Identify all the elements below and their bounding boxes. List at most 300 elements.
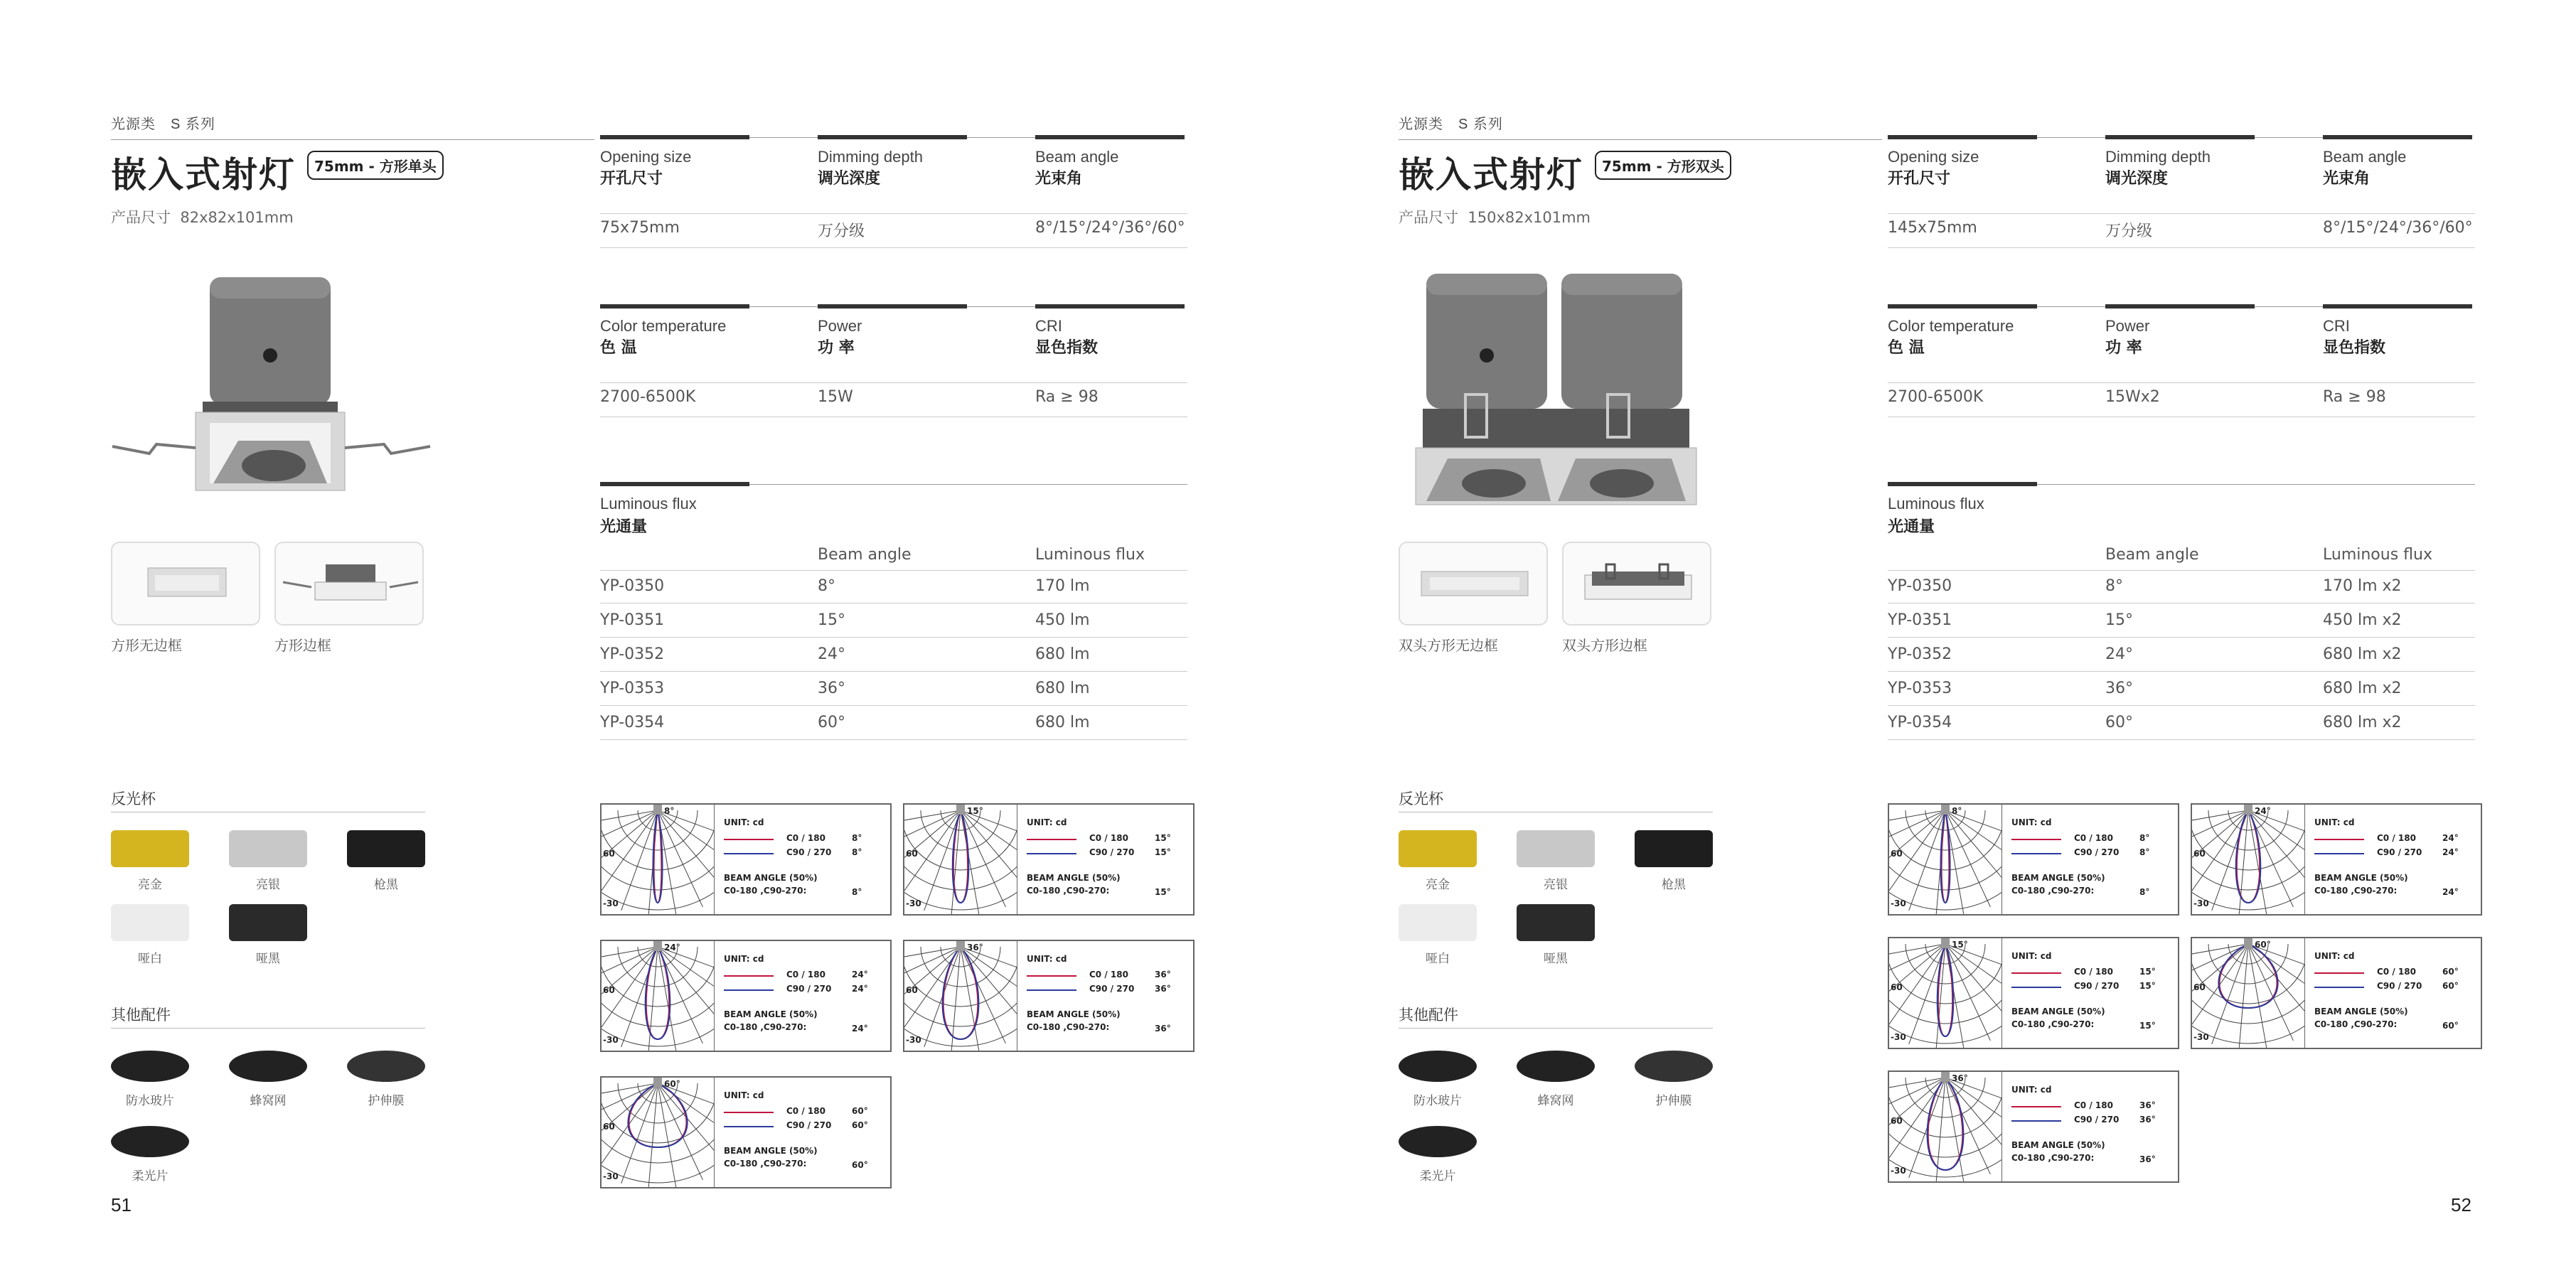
lamp-icon [956,805,965,815]
spec-zh: 开孔尺寸 [1888,170,1951,188]
flux-title-en: Luminous flux [1888,495,1984,512]
reflector-gunblack[interactable] [347,830,425,867]
reflector-matte-white[interactable] [1399,904,1477,941]
grid-arc [1889,944,2002,1004]
beam-angle-label: 8° [1952,806,1962,816]
legend-swatch-c90 [724,853,774,854]
c90-value: 15° [2139,981,2156,991]
grid-radial [602,810,658,879]
c0-legend: C0 / 180 [2377,833,2416,843]
beam-sub: C0-180 ,C90-270: [2011,1153,2095,1163]
lamp-icon [653,805,662,815]
product-tag: 75mm - 方形单头 [307,151,444,180]
accessory-title: 其他配件 [111,1007,171,1024]
polar-plot [1889,805,2002,914]
c90-value: 15° [1155,847,1171,857]
reflector-gold[interactable] [1399,830,1477,867]
grid-radial [2248,944,2293,1041]
product-title: 嵌入式射灯 [1399,154,1583,195]
grid-radial [1945,810,2002,892]
beam-sub: C0-180 ,C90-270: [2011,886,2095,896]
accessory-waterproof-glass[interactable] [111,1051,189,1082]
beam50-value: 15° [2139,1021,2156,1031]
flux-cell-flux: 680 lm x2 [2323,680,2402,697]
grid-radial [1889,810,1945,829]
scale-label: 60 [603,1122,615,1132]
grid-radial [658,947,714,1008]
beam-angle-label: 15° [1952,940,1968,950]
spec-power [818,317,967,358]
flux-cell-model: YP-0350 [1888,577,1952,595]
beam-title: BEAM ANGLE (50%) [724,1009,818,1019]
flux-cell-beam: 60° [818,714,845,731]
flux-cell-beam: 60° [2105,714,2133,731]
beam-title: BEAM ANGLE (50%) [2314,1007,2408,1016]
scale-label: 60 [2193,982,2206,992]
grid-radial [2248,810,2304,892]
grid-radial [904,947,961,1015]
grid-radial [961,810,979,914]
scale-label: 60 [1891,982,1903,992]
grid-radial [1945,944,2002,1026]
grid-radial [1889,810,1945,879]
divider [1035,304,1185,308]
legend-swatch-c0 [724,1112,774,1113]
legend-swatch-c0 [1027,839,1076,840]
row-divider [600,705,1187,706]
c0-value: 60° [852,1106,868,1116]
scale-label: -30 [906,1035,921,1045]
accessory-film[interactable] [347,1051,425,1082]
divider [1888,304,2037,308]
size-label: 产品尺寸 [111,209,171,226]
reflector-label: 亮银 [1544,878,1568,892]
grid-arc [1889,810,2002,870]
divider [600,135,749,139]
divider [2323,304,2472,308]
c0-legend: C0 / 180 [1089,833,1128,843]
flux-cell-model: YP-0350 [600,577,665,595]
scale-label: 60 [1891,849,1903,859]
lamp-icon [1941,938,1950,948]
divider [2105,135,2255,139]
c0-legend: C0 / 180 [786,970,825,980]
flux-cell-flux: 680 lm [1035,645,1090,663]
lamp-icon [653,941,662,951]
grid-radial [1945,810,1990,907]
divider [600,482,749,486]
spec-en: Color temperature [600,317,727,335]
beam-title: BEAM ANGLE (50%) [2011,1007,2105,1016]
unit-label: UNIT: cd [2314,951,2355,961]
scale-label: -30 [1891,1166,1906,1176]
divider [2323,135,2472,139]
reflector-silver[interactable] [229,830,307,867]
legend-swatch-c0 [724,975,774,977]
flux-cell-beam: 15° [818,611,845,629]
lamp-icon [2244,805,2252,815]
c90-value: 8° [852,847,862,857]
grid-radial [602,810,658,829]
c0-legend: C0 / 180 [2074,833,2113,843]
grid-radial [648,1083,658,1187]
accessory-label: 柔光片 [1419,1169,1456,1184]
scale-label: 60 [2193,849,2206,859]
spec-en: Opening size [600,148,692,166]
flux-col-header: Luminous flux [2323,546,2432,564]
spec-beam [2323,148,2472,188]
unit-label: UNIT: cd [1027,954,1067,964]
row-divider [1888,671,2475,672]
spec-zh: 调光深度 [2105,170,2169,188]
grid-radial [2239,944,2248,1048]
beam50-value: 8° [2139,887,2150,897]
scale-label: -30 [1891,898,1906,908]
spec-en: Opening size [1888,148,1979,166]
legend-swatch-c90 [724,989,774,991]
c90-value: 60° [852,1120,868,1130]
divider [818,304,967,308]
reflector-label: 枪黑 [1662,878,1686,892]
reflector-label: 枪黑 [374,878,398,892]
grid-radial [2192,810,2248,829]
lamp-icon [1941,1072,1950,1082]
grid-arc [602,947,714,1007]
grid-radial [1889,1078,1945,1096]
thumb-label: 方形无边框 [111,637,182,654]
accessory-label: 蜂窝网 [1537,1094,1574,1108]
accessory-honeycomb[interactable] [1517,1051,1595,1082]
flux-col-header: Beam angle [2105,546,2199,564]
flux-cell-beam: 24° [818,645,845,663]
beam50-value: 24° [2442,887,2459,897]
divider [1399,1028,1713,1029]
spec-value: 75x75mm [600,219,680,237]
beam-angle-label: 36° [1952,1073,1968,1083]
spec-dimming [818,148,967,188]
reflector-label: 亮金 [138,878,162,892]
grid-arc [2192,944,2304,1004]
reflector-title: 反光杯 [1399,790,1443,807]
legend-swatch-c0 [2011,972,2061,974]
legend-swatch-c90 [724,1126,774,1127]
accessory-film[interactable] [1635,1051,1713,1082]
polar-plot [602,1078,714,1187]
product-image [1394,270,1728,519]
spec-opening [600,148,749,188]
beam-title: BEAM ANGLE (50%) [724,873,818,883]
spec-zh: 显色指数 [2323,339,2386,357]
beam50-value: 8° [852,887,862,897]
beam-angle-label: 60° [2255,940,2271,950]
c0-value: 24° [852,970,868,980]
photometric-diagram [903,940,1195,1052]
spec-value: Ra ≥ 98 [2323,388,2386,406]
legend-swatch-c90 [1027,853,1076,854]
c0-value: 36° [1155,970,1171,980]
polar-plot [904,805,1017,914]
grid-radial [904,810,961,829]
thumb-framed[interactable] [274,542,424,626]
lamp-icon [2244,938,2252,948]
beam-title: BEAM ANGLE (50%) [2011,1140,2105,1150]
grid-radial [1889,944,1945,962]
beam50-value: 36° [2139,1154,2156,1164]
photometric-diagram [2191,937,2482,1049]
beam-sub: C0-180 ,C90-270: [724,1022,807,1032]
legend-swatch-c90 [2314,853,2364,854]
spec-value: 2700-6500K [600,388,696,406]
reflector-label: 亮金 [1426,878,1450,892]
grid-radial [658,947,676,1051]
polar-plot [2192,805,2304,914]
scale-label: -30 [1891,1032,1906,1042]
c0-value: 24° [2442,833,2459,843]
flux-cell-flux: 450 lm [1035,611,1090,629]
spec-zh: 色 温 [600,339,637,357]
spec-zh: 光束角 [2323,170,2371,188]
flux-cell-model: YP-0352 [600,645,665,663]
divider [111,139,594,140]
grid-radial [658,810,714,871]
c90-value: 60° [2442,981,2459,991]
spec-value: 15Wx2 [2105,388,2160,406]
polar-plot [602,805,714,914]
scale-label: -30 [906,898,921,908]
polar-plot [904,941,1017,1051]
flux-title-en: Luminous flux [600,495,697,512]
reflector-matte-black[interactable] [1517,904,1595,941]
legend-swatch-c90 [2314,987,2364,988]
scale-label: 60 [906,985,918,995]
spec-table [600,135,1187,1201]
divider [1399,139,1882,140]
spec-table [1888,135,2475,1201]
grid-radial [648,947,658,1051]
divider [1035,135,1185,139]
c90-value: 36° [2139,1115,2156,1125]
beam-angle-label: 24° [664,943,680,952]
spec-zh: 开孔尺寸 [600,170,663,188]
divider [818,135,967,139]
reflector-gunblack[interactable] [1635,830,1713,867]
c90-value: 8° [2139,847,2150,857]
grid-arc [904,947,1017,1007]
divider [1888,135,2037,139]
beam-angle-label: 36° [967,943,983,952]
spec-zh: 光束角 [1035,170,1083,188]
spec-opening [1888,148,2037,188]
grid-arc [602,1083,714,1143]
c0-value: 15° [2139,967,2156,977]
beam50-value: 36° [1155,1024,1171,1034]
c0-value: 8° [852,833,862,843]
flux-cell-beam: 8° [2105,577,2123,595]
reflector-matte-white[interactable] [111,904,189,941]
legend-swatch-c90 [1027,989,1076,991]
scale-label: -30 [2193,1032,2209,1042]
flux-cell-model: YP-0354 [600,714,665,731]
spec-en: Power [818,317,862,335]
flux-cell-beam: 15° [2105,611,2133,629]
thumb-double-frameless[interactable] [1399,542,1548,626]
spec-beam [1035,148,1185,188]
thumb-label: 双头方形边框 [1562,637,1647,654]
grid-radial [658,1083,702,1180]
beam50-value: 60° [852,1160,868,1170]
divider [714,1078,715,1187]
grid-radial [1936,1078,1945,1181]
beam-sub: C0-180 ,C90-270: [2314,886,2398,896]
beam-sub: C0-180 ,C90-270: [1027,1022,1110,1032]
c90-legend: C90 / 270 [786,1120,832,1130]
accessory-label: 柔光片 [132,1169,169,1184]
grid-radial [2239,810,2248,914]
grid-radial [951,947,961,1051]
product-image [107,270,441,519]
divider [2304,805,2305,914]
spec-value: 145x75mm [1888,219,1977,237]
photometric-diagram [2191,803,2482,916]
grid-radial [2192,810,2248,879]
grid-arc [904,810,1017,870]
spec-cri [1035,317,1185,358]
grid-radial [602,947,658,965]
c0-legend: C0 / 180 [786,1106,825,1116]
c90-legend: C90 / 270 [2074,847,2120,857]
accessory-diffuser[interactable] [111,1126,189,1157]
legend-swatch-c0 [2011,839,2061,840]
reflector-label: 哑白 [1426,952,1450,966]
c90-legend: C90 / 270 [2377,981,2422,991]
beam-angle-label: 15° [967,806,983,816]
grid-arc [1889,1078,2002,1137]
divider [2304,938,2305,1048]
beam-sub: C0-180 ,C90-270: [724,1159,807,1169]
spec-value: 8°/15°/24°/36°/60° [2323,219,2473,237]
reflector-label: 哑黑 [256,952,280,966]
grid-radial [2192,944,2248,962]
beam-title: BEAM ANGLE (50%) [1027,873,1121,883]
beam-angle-label: 60° [664,1079,680,1089]
grid-radial [961,947,1005,1043]
c90-legend: C90 / 270 [2074,981,2120,991]
scale-label: 60 [906,849,918,859]
scale-label: 60 [603,849,615,859]
flux-col-header: Beam angle [818,546,912,564]
flux-cell-beam: 8° [818,577,835,595]
c0-legend: C0 / 180 [2074,967,2113,977]
accessory-label: 防水玻片 [1413,1094,1462,1108]
accessory-honeycomb[interactable] [229,1051,307,1082]
reflector-gold[interactable] [111,830,189,867]
legend-swatch-c0 [2314,972,2364,974]
accessory-diffuser[interactable] [1399,1126,1477,1157]
spec-color [1888,317,2037,358]
grid-radial [658,810,702,907]
grid-radial [2248,944,2267,1048]
reflector-label: 哑黑 [1544,952,1568,966]
lamp-icon [653,1078,662,1088]
spec-zh: 功 率 [818,339,855,357]
flux-cell-flux: 680 lm x2 [2323,645,2402,663]
thumb-frameless[interactable] [111,542,260,626]
beam-title: BEAM ANGLE (50%) [2314,873,2408,883]
legend-swatch-c0 [2314,839,2364,840]
reflector-label: 哑白 [138,952,162,966]
grid-radial [1945,944,1964,1048]
flux-cell-flux: 170 lm x2 [2323,577,2402,595]
spec-value: 8°/15°/24°/36°/60° [1035,219,1185,237]
beam50-value: 24° [852,1024,868,1034]
thumb-label: 方形边框 [274,637,331,654]
thumb-double-framed[interactable] [1562,542,1711,626]
thumb-label: 双头方形无边框 [1399,637,1498,654]
unit-label: UNIT: cd [2011,817,2052,827]
scale-label: -30 [603,1035,619,1045]
row-divider [1888,739,2475,740]
divider [1888,482,2037,486]
reflector-silver[interactable] [1517,830,1595,867]
spec-zh: 色 温 [1888,339,1925,357]
reflector-label: 亮银 [256,878,280,892]
grid-radial [2248,810,2304,871]
spec-color [600,317,749,358]
catalog-page-52 [1288,0,2575,1288]
grid-arc [602,810,714,870]
c0-legend: C0 / 180 [786,833,825,843]
scale-label: 60 [603,985,615,995]
product-size [111,206,294,227]
divider [600,304,749,308]
flux-cell-flux: 450 lm x2 [2323,611,2402,629]
polar-plot [2192,938,2304,1048]
spec-value: Ra ≥ 98 [1035,388,1099,406]
spec-en: Dimming depth [2105,148,2211,166]
flux-cell-model: YP-0351 [600,611,665,629]
polar-plot [602,941,714,1051]
c0-value: 8° [2139,833,2150,843]
curve-c90 [2236,810,2261,903]
lamp-icon [1941,805,1950,815]
accessory-waterproof-glass[interactable] [1399,1051,1477,1082]
spec-en: Beam angle [1035,148,1119,166]
grid-radial [1945,1078,1990,1174]
spec-en: Power [2105,317,2150,335]
unit-label: UNIT: cd [2011,951,2052,961]
grid-radial [602,1083,658,1102]
grid-radial [904,947,961,965]
photometric-diagram [1888,803,2179,916]
beam-title: BEAM ANGLE (50%) [1027,1009,1121,1019]
spec-en: CRI [2323,317,2350,335]
size-value: 82x82x101mm [180,209,294,226]
scale-label: -30 [2193,898,2209,908]
divider [111,1028,425,1029]
beam-sub: C0-180 ,C90-270: [2011,1019,2095,1029]
unit-label: UNIT: cd [724,1090,764,1100]
c90-legend: C90 / 270 [786,847,832,857]
reflector-matte-black[interactable] [229,904,307,941]
grid-radial [658,947,714,1029]
spec-en: Dimming depth [818,148,923,166]
unit-label: UNIT: cd [2314,817,2355,827]
row-divider [1888,637,2475,638]
c90-legend: C90 / 270 [786,984,832,994]
size-label: 产品尺寸 [1399,209,1458,226]
scale-label: -30 [603,1171,619,1181]
legend-swatch-c0 [1027,975,1076,977]
